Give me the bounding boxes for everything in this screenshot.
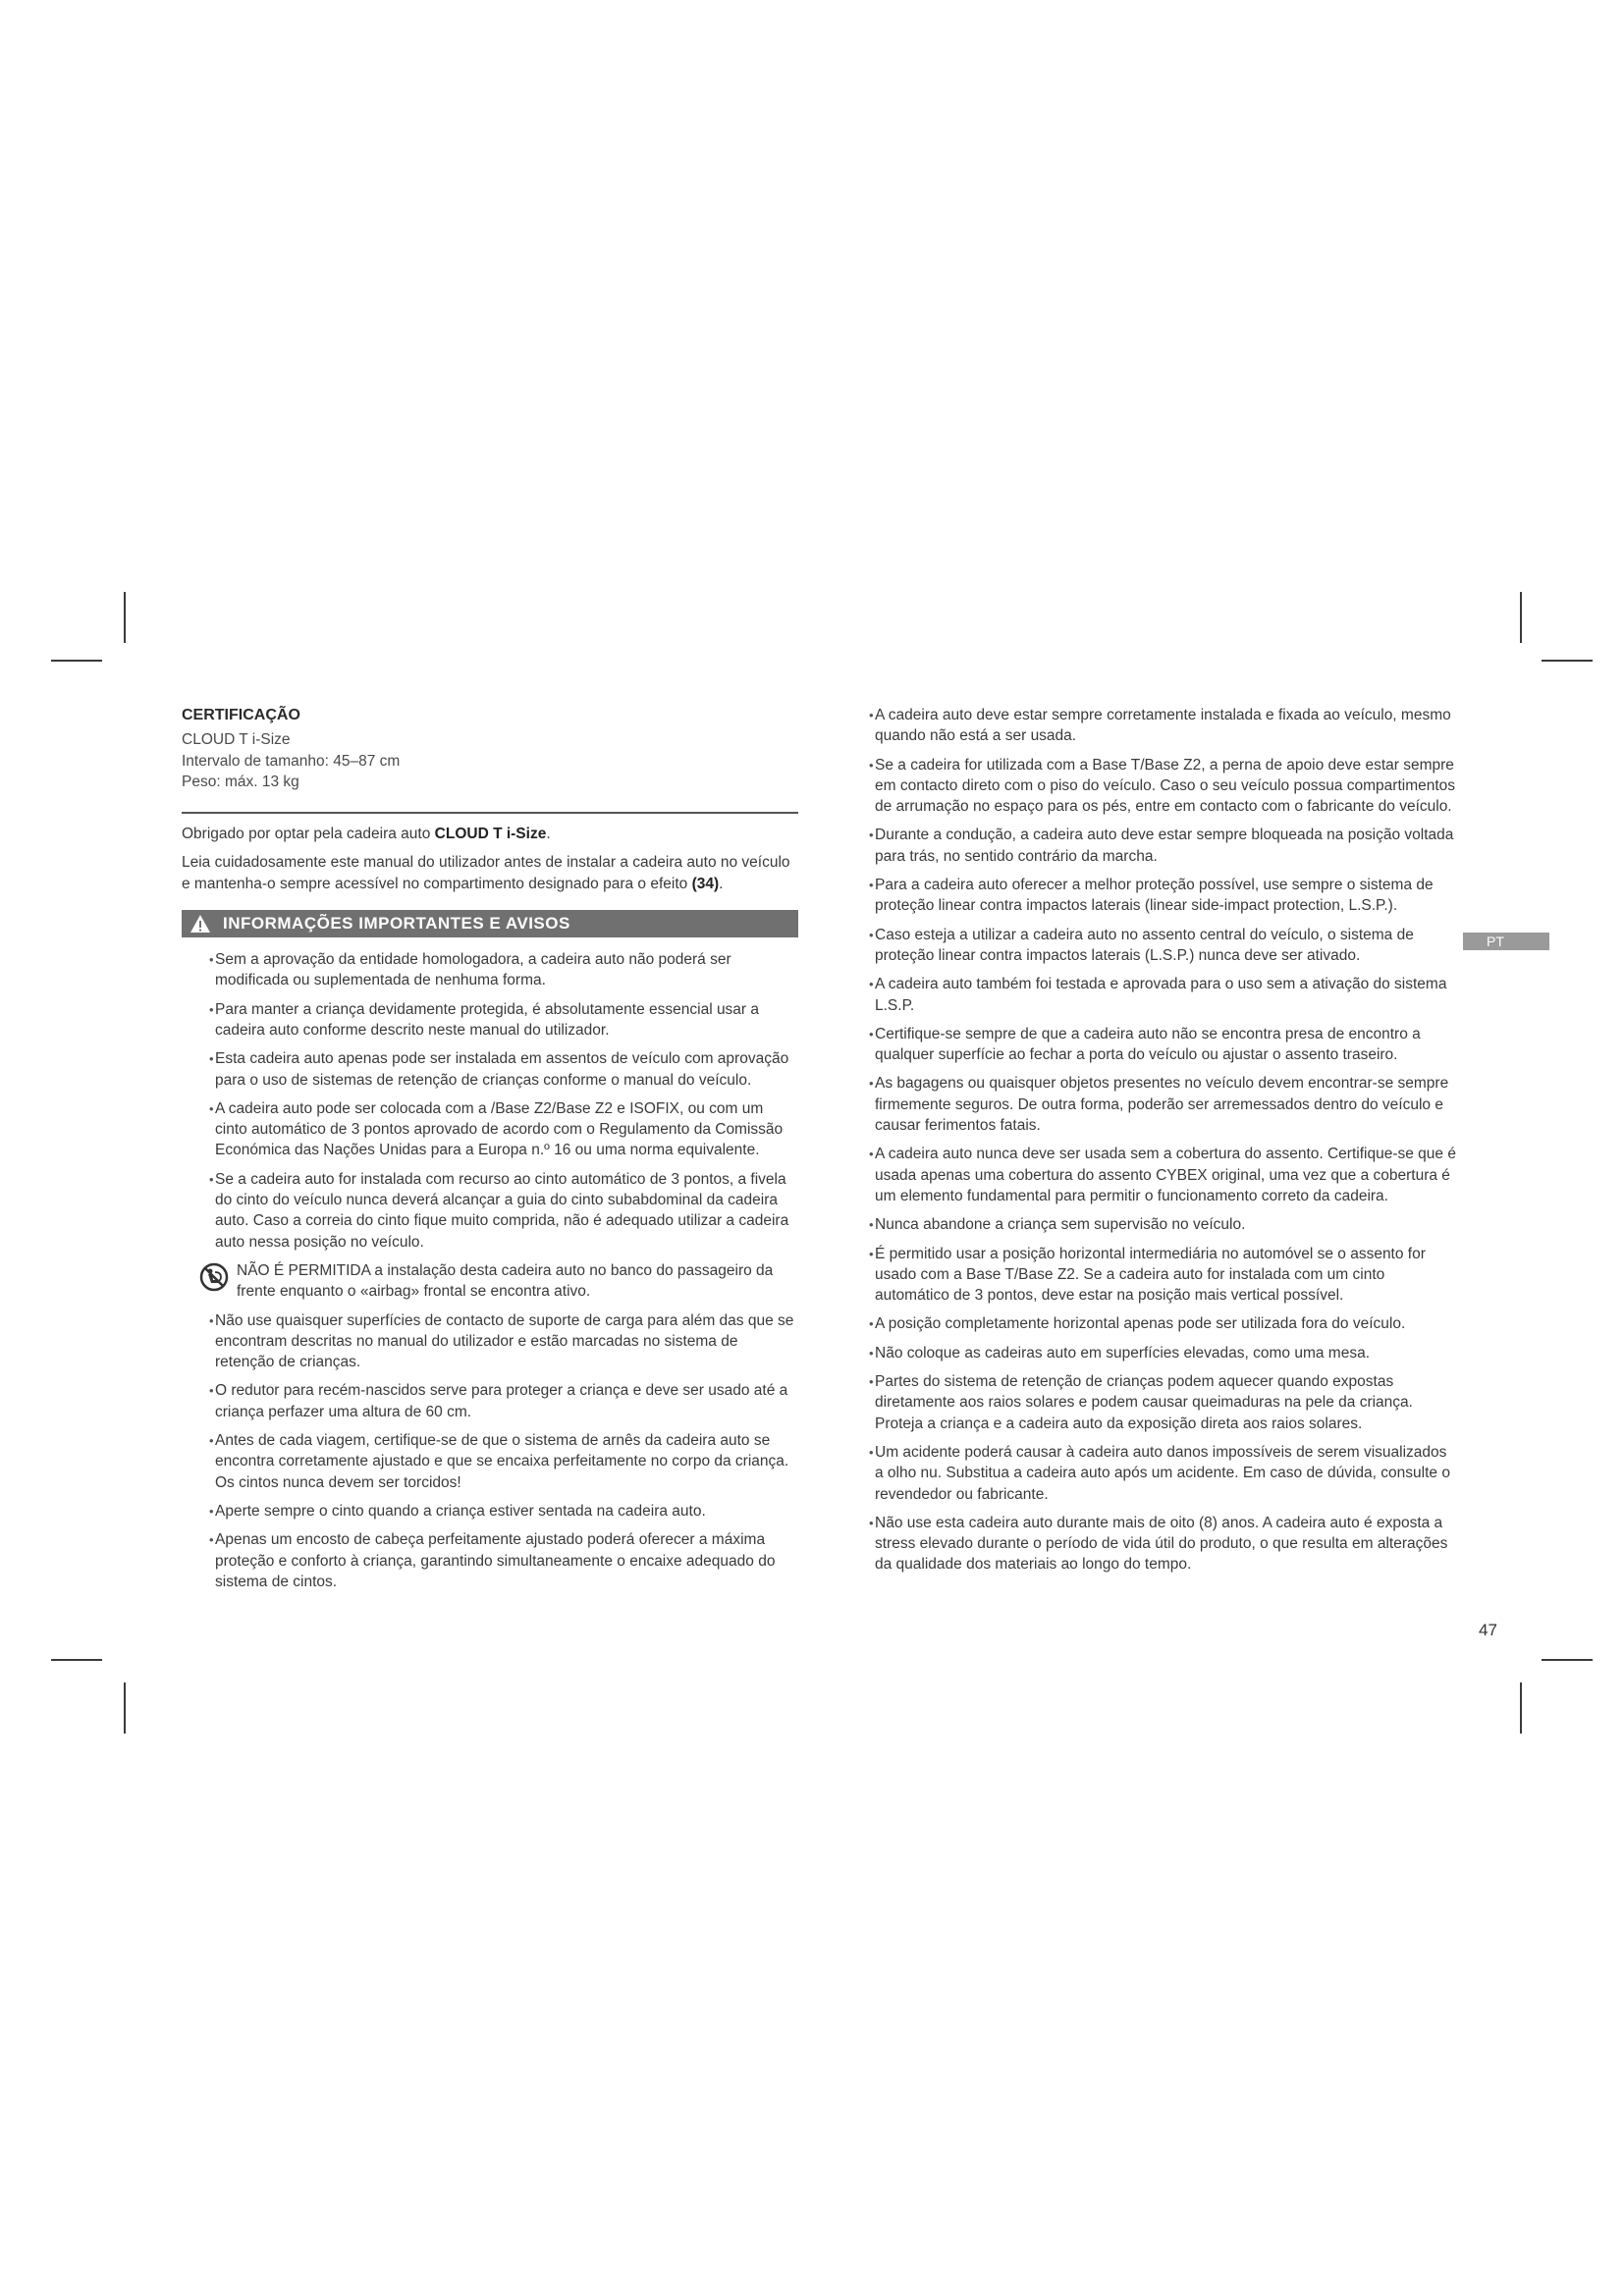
warning-item: • Para a cadeira auto oferecer a melhor proteção possível, use sempre o sistema de proteção linear contra impactos laterais (linear side-impact protection, L.S.P.).	[869, 875, 1458, 917]
warning-item: • Apenas um encosto de cabeça perfeitamente ajustado poderá oferecer a máxima proteção e conforto à criança, garantindo simultaneamente o encaixe adequado do sistema de cintos.	[182, 1529, 798, 1592]
warning-triangle-icon	[189, 914, 211, 934]
certification-line: CLOUD T i-Size	[182, 731, 291, 749]
warning-item: • O redutor para recém-nascidos serve para proteger a criança e deve ser usado até a criança perfazer uma altura de 60 cm.	[182, 1380, 798, 1422]
read-manual-paragraph: Leia cuidadosamente este manual do utilizador antes de instalar a cadeira auto no veículo e mantenha-o sempre acessível no compartimento designado para o efeito (34).	[182, 854, 790, 892]
warning-item: • Se a cadeira auto for instalada com recurso ao cinto automático de 3 pontos, a fivela do cinto do veículo nunca deverá alcançar a guia do cinto subabdominal da cadeira auto. Caso a correia do cinto fique muito comprida, não é adequado utilizar a cadeira auto nessa posição no veículo.	[182, 1169, 798, 1253]
crop-mark	[1520, 1682, 1522, 1734]
warning-item: • Durante a condução, a cadeira auto deve estar sempre bloqueada na posição voltada para trás, no sentido contrário da marcha.	[869, 825, 1458, 867]
warning-item: • A cadeira auto também foi testada e aprovada para o uso sem a ativação do sistema L.S.P.	[869, 974, 1458, 1016]
certification-line: Peso: máx. 13 kg	[182, 773, 299, 790]
left-column	[182, 705, 798, 1600]
warnings-heading-bar	[182, 910, 798, 937]
warning-item: • A cadeira auto nunca deve ser usada sem a cobertura do assento. Certifique-se que é usada apenas uma cobertura do assento CYBEX original, uma vez que a cobertura é um elemento fundamental para permitir o funcionamento correto da cadeira.	[869, 1144, 1458, 1206]
warning-item: • Certifique-se sempre de que a cadeira auto não se encontra presa de encontro a qualquer superfície ao fechar a porta do veículo ou ajustar o assento traseiro.	[869, 1024, 1458, 1066]
warning-item: • A posição completamente horizontal apenas pode ser utilizada fora do veículo.	[869, 1313, 1458, 1334]
warning-item: • Sem a aprovação da entidade homologadora, a cadeira auto não poderá ser modificada ou suplementada de nenhuma forma.	[182, 949, 798, 991]
warning-item: • A cadeira auto deve estar sempre corretamente instalada e fixada ao veículo, mesmo quando não está a ser usada.	[869, 705, 1458, 747]
warning-item: • Esta cadeira auto apenas pode ser instalada em assentos de veículo com aprovação para o uso de sistemas de retenção de crianças conforme o manual do veículo.	[182, 1048, 798, 1091]
warning-item: • Partes do sistema de retenção de crianças podem aquecer quando expostas diretamente aos raios solares e podem causar queimaduras na pele da criança. Proteja a criança e a cadeira auto da exposição direta aos raios solares.	[869, 1371, 1458, 1434]
right-column	[869, 705, 1458, 1583]
no-airbag-icon	[199, 1262, 229, 1292]
warning-item: • As bagagens ou quaisquer objetos presentes no veículo devem encontrar-se sempre firmemente seguros. De outra forma, poderão ser arremessados dentro do veículo e causar ferimentos fatais.	[869, 1073, 1458, 1136]
airbag-warning	[199, 1260, 798, 1303]
warning-item: • Um acidente poderá causar à cadeira auto danos impossíveis de serem visualizados a olho nu. Substitua a cadeira auto após um acidente. Em caso de dúvida, consulte o revendedor ou fabricante.	[869, 1442, 1458, 1505]
warning-item: • Aperte sempre o cinto quando a criança estiver sentada na cadeira auto.	[182, 1501, 798, 1522]
warning-item: • Não use quaisquer superfícies de contacto de suporte de carga para além das que se encontram descritas no manual do utilizador e estão marcadas no sistema de retenção de crianças.	[182, 1310, 798, 1373]
crop-mark	[1542, 1659, 1593, 1661]
warning-item: • Caso esteja a utilizar a cadeira auto no assento central do veículo, o sistema de proteção linear contra impactos laterais (L.S.P.) nunca deve ser ativado.	[869, 925, 1458, 967]
warning-item: • A cadeira auto pode ser colocada com a /Base Z2/Base Z2 e ISOFIX, ou com um cinto automático de 3 pontos aprovado de acordo com o Regulamento da Comissão Económica das Nações Unidas para a Europa n.º 16 ou uma norma equivalente.	[182, 1098, 798, 1161]
airbag-warning-text: NÃO É PERMITIDA a instalação desta cadeira auto no banco do passageiro da frente enquanto o «airbag» frontal se encontra ativo.	[237, 1261, 774, 1301]
crop-mark	[124, 592, 126, 643]
crop-mark	[1520, 592, 1522, 643]
warning-item: • Não use esta cadeira auto durante mais de oito (8) anos. A cadeira auto é exposta a stress elevado durante o período de vida útil do produto, o que resulta em alterações da qualidade dos materiais ao longo do tempo.	[869, 1513, 1458, 1575]
divider	[182, 812, 798, 814]
crop-mark	[124, 1682, 126, 1734]
certification-line: Intervalo de tamanho: 45–87 cm	[182, 752, 401, 770]
warning-item: • É permitido usar a posição horizontal intermediária no automóvel se o assento for usado com a Base T/Base Z2. Se a cadeira auto for instalada com um cinto automático de 3 pontos, deve estar na posição mais vertical possível.	[869, 1244, 1458, 1307]
warning-item: • Se a cadeira for utilizada com a Base T/Base Z2, a perna de apoio deve estar sempre em contacto direto com o piso do veículo. Caso o seu veículo possua compartimentos de arrumação no espaço para os pés, entre em contacto com o fabricante do veículo.	[869, 755, 1458, 818]
warning-item: • Antes de cada viagem, certifique-se de que o sistema de arnês da cadeira auto se encontra corretamente ajustado e que se encaixa perfeitamente no corpo da criança. Os cintos nunca devem ser torcidos!	[182, 1430, 798, 1493]
certification-title: CERTIFICAÇÃO	[182, 707, 300, 723]
crop-mark	[51, 660, 102, 662]
crop-mark	[51, 1659, 102, 1661]
warning-item: • Não coloque as cadeiras auto em superfícies elevadas, como uma mesa.	[869, 1343, 1458, 1363]
warning-item: • Para manter a criança devidamente protegida, é absolutamente essencial usar a cadeira auto conforme descrito neste manual do utilizador.	[182, 999, 798, 1041]
thanks-paragraph: Obrigado por optar pela cadeira auto CLOUD T i-Size.	[182, 826, 551, 843]
language-tab: PT	[1463, 933, 1549, 950]
page-number: 47	[1479, 1621, 1497, 1639]
warnings-heading: INFORMAÇÕES IMPORTANTES E AVISOS	[223, 914, 570, 934]
warning-item: • Nunca abandone a criança sem supervisão no veículo.	[869, 1214, 1458, 1235]
crop-mark	[1542, 660, 1593, 662]
